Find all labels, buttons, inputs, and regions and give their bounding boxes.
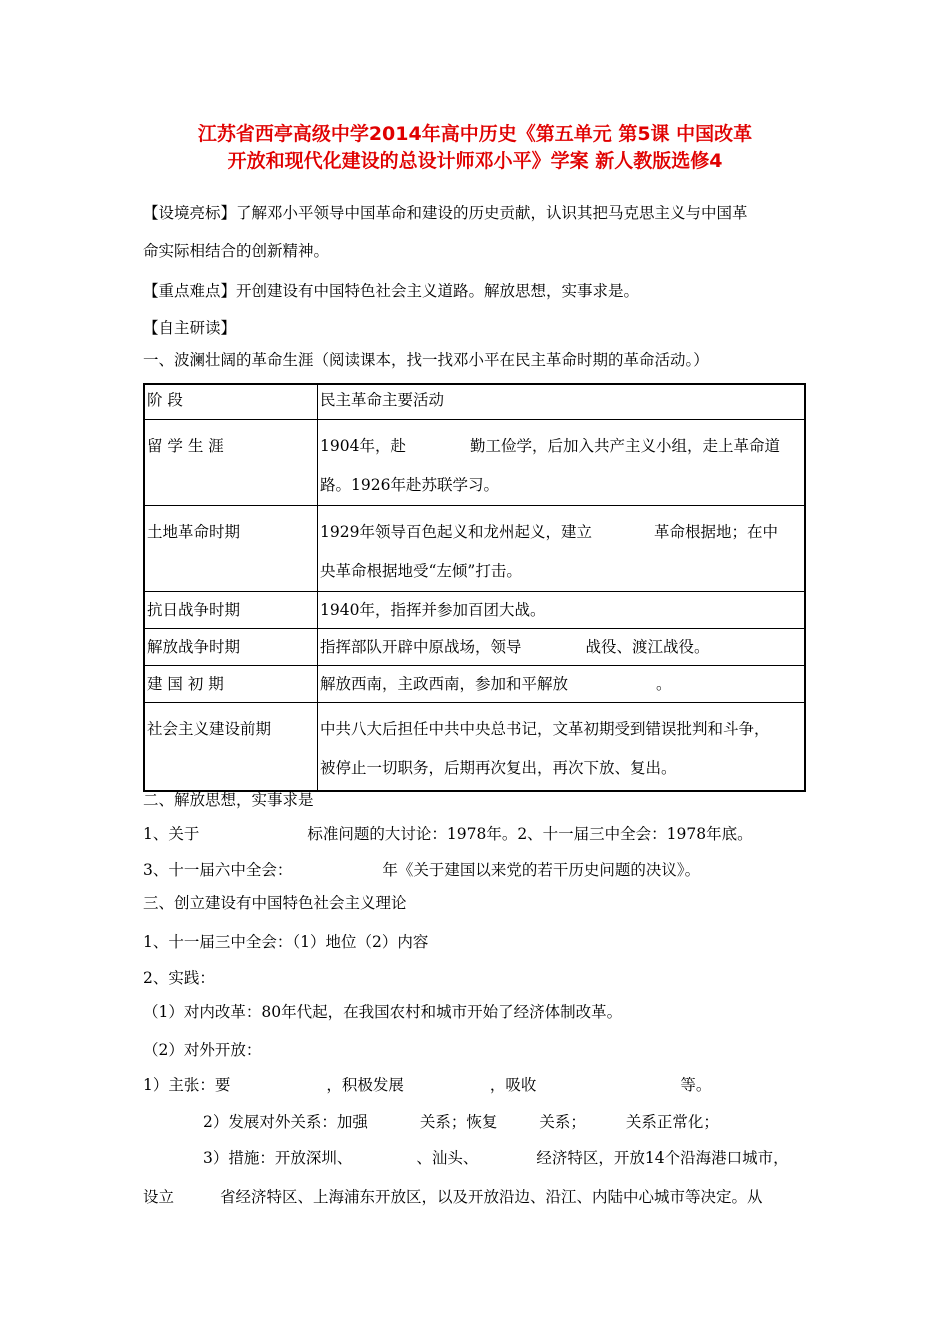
stage-cell: 抗日战争时期 <box>144 592 318 629</box>
section-2-heading: 二、解放思想，实事求是 <box>143 791 314 809</box>
table-row <box>144 592 805 629</box>
measures-line-2: 设立 省经济特区、上海浦东开放区，以及开放沿边、沿江、内陆中心城市等决定。从 <box>143 1188 763 1206</box>
section-2-line-2: 3、十一届六中全会： 年《关于建国以来党的若干历史问题的决议》。 <box>143 861 701 879</box>
section-3-heading: 三、创立建设有中国特色社会主义理论 <box>143 894 407 912</box>
activity-cell: 解放西南，主政西南，参加和平解放 。 <box>318 666 806 703</box>
section-3-line-2: 2、实践： <box>143 969 215 987</box>
setting-goal-line-2: 命实际相结合的创新精神。 <box>143 242 330 260</box>
key-points: 【重点难点】开创建设有中国特色社会主义道路。解放思想，实事求是。 <box>143 282 640 300</box>
table-header-row <box>144 384 805 420</box>
table-row <box>144 703 805 792</box>
stage-cell: 解放战争时期 <box>144 629 318 666</box>
table-row <box>144 629 805 666</box>
activity-cell: 1940年，指挥并参加百团大战。 <box>318 592 806 629</box>
document-title <box>120 121 830 175</box>
stage-cell: 社会主义建设前期 <box>144 703 318 792</box>
section-1-heading: 一、波澜壮阔的革命生涯（阅读课本，找一找邓小平在民主革命时期的革命活动。） <box>143 351 709 369</box>
revolution-activities-table <box>143 383 806 792</box>
section-3-line-4: （2）对外开放： <box>143 1041 262 1059</box>
section-2-line-1: 1、关于 标准问题的大讨论：1978年。2、十一届三中全会：1978年底。 <box>143 825 753 843</box>
foreign-relations-line: 2）发展对外关系：加强 关系；恢复 关系； 关系正常化； <box>203 1113 719 1131</box>
stage-cell: 土地革命时期 <box>144 506 318 592</box>
section-3-line-3: （1）对内改革：80年代起，在我国农村和城市开始了经济体制改革。 <box>143 1003 623 1021</box>
setting-goal-line-1: 【设境亮标】了解邓小平领导中国革命和建设的历史贡献，认识其把马克思主义与中国革 <box>143 204 748 222</box>
table-row <box>144 666 805 703</box>
table-header-activity: 民主革命主要活动 <box>318 384 806 420</box>
activity-cell: 1904年，赴 勤工俭学，后加入共产主义小组，走上革命道 路。1926年赴苏联学习。 <box>318 420 806 506</box>
title-line-1: 江苏省西亭高级中学2014年高中历史《第五单元 第5课 中国改革 <box>197 123 753 145</box>
stage-cell: 留 学 生 涯 <box>144 420 318 506</box>
self-study-heading: 【自主研读】 <box>143 319 237 337</box>
table-row <box>144 420 805 506</box>
title-line-2: 开放和现代化建设的总设计师邓小平》学案 新人教版选修4 <box>227 150 723 172</box>
table-header-stage: 阶 段 <box>144 384 318 420</box>
measures-line: 3）措施：开放深圳、 、汕头、 经济特区，开放14个沿海港口城市， <box>203 1149 789 1167</box>
opening-proposition-line: 1）主张：要 ，积极发展 ，吸收 等。 <box>143 1076 712 1094</box>
activity-cell: 中共八大后担任中共中央总书记，文革初期受到错误批判和斗争， 被停止一切职务，后期再次复出，再次下放、复出。 <box>318 703 806 792</box>
activity-cell: 指挥部队开辟中原战场，领导 战役、渡江战役。 <box>318 629 806 666</box>
activity-cell: 1929年领导百色起义和龙州起义，建立 革命根据地；在中 央革命根据地受“左倾”打击。 <box>318 506 806 592</box>
table-row <box>144 506 805 592</box>
stage-cell: 建 国 初 期 <box>144 666 318 703</box>
section-3-line-1: 1、十一届三中全会：（1）地位（2）内容 <box>143 933 429 951</box>
